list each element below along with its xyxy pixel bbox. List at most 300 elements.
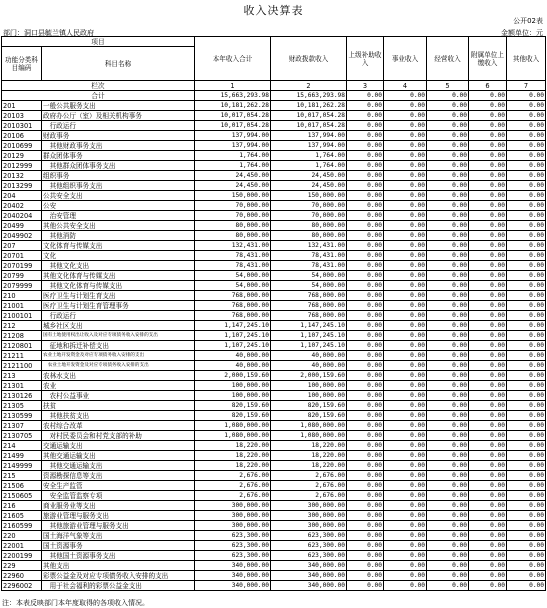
total-income-cell: 10,017,054.28 <box>195 121 271 131</box>
total-income-cell: 78,431.00 <box>195 261 271 271</box>
total-income-cell: 150,000.00 <box>195 191 271 201</box>
func-code-cell: 2160599 <box>2 521 42 531</box>
business-income-cell: 0.00 <box>384 471 427 481</box>
col-header-affiliated: 附属单位上缴收入 <box>469 37 507 81</box>
other-income-cell: 0.00 <box>507 111 546 121</box>
subject-name-cell: 公安 <box>42 201 195 211</box>
fiscal-income-cell: 768,000.00 <box>271 291 347 301</box>
superior-income-cell: 0.00 <box>347 521 384 531</box>
subject-name-cell: 扶贫 <box>42 401 195 411</box>
superior-income-cell: 0.00 <box>347 381 384 391</box>
total-income-cell: 80,000.00 <box>195 231 271 241</box>
total-income-cell: 1,147,245.10 <box>195 321 271 331</box>
table-row <box>2 321 546 331</box>
operating-income-cell: 0.00 <box>427 501 469 511</box>
fiscal-income-cell: 2,676.00 <box>271 491 347 501</box>
fiscal-income-cell: 1,147,245.10 <box>271 321 347 331</box>
table-row <box>2 571 546 581</box>
operating-income-cell: 0.00 <box>427 281 469 291</box>
affiliated-income-cell: 0.00 <box>469 521 507 531</box>
total-income-cell: 768,000.00 <box>195 291 271 301</box>
superior-income-cell: 0.00 <box>347 201 384 211</box>
superior-income-cell: 0.00 <box>347 461 384 471</box>
other-income-cell: 0.00 <box>507 161 546 171</box>
table-row <box>2 271 546 281</box>
func-code-cell: 21605 <box>2 511 42 521</box>
superior-income-cell: 0.00 <box>347 241 384 251</box>
col-num: 1 <box>195 81 271 91</box>
other-income-cell: 0.00 <box>507 141 546 151</box>
total-value: 0.00 <box>347 91 384 101</box>
table-row <box>2 201 546 211</box>
affiliated-income-cell: 0.00 <box>469 471 507 481</box>
business-income-cell: 0.00 <box>384 211 427 221</box>
other-income-cell: 0.00 <box>507 451 546 461</box>
subject-name-cell: 群众团体事务 <box>42 151 195 161</box>
operating-income-cell: 0.00 <box>427 221 469 231</box>
other-income-cell: 0.00 <box>507 211 546 221</box>
income-table <box>1 36 546 591</box>
superior-income-cell: 0.00 <box>347 331 384 341</box>
func-code-cell: 201 <box>2 101 42 111</box>
table-row <box>2 401 546 411</box>
col-num: 6 <box>469 81 507 91</box>
other-income-cell: 0.00 <box>507 361 546 371</box>
operating-income-cell: 0.00 <box>427 531 469 541</box>
business-income-cell: 0.00 <box>384 411 427 421</box>
table-row <box>2 461 546 471</box>
business-income-cell: 0.00 <box>384 531 427 541</box>
affiliated-income-cell: 0.00 <box>469 231 507 241</box>
business-income-cell: 0.00 <box>384 461 427 471</box>
table-row <box>2 261 546 271</box>
fiscal-income-cell: 10,181,262.28 <box>271 101 347 111</box>
business-income-cell: 0.00 <box>384 441 427 451</box>
operating-income-cell: 0.00 <box>427 321 469 331</box>
total-income-cell: 1,764.00 <box>195 151 271 161</box>
subject-name-cell: 医疗卫生与计划生育管理事务 <box>42 301 195 311</box>
func-code-cell: 2010699 <box>2 141 42 151</box>
other-income-cell: 0.00 <box>507 251 546 261</box>
superior-income-cell: 0.00 <box>347 541 384 551</box>
other-income-cell: 0.00 <box>507 201 546 211</box>
total-income-cell: 10,017,054.28 <box>195 111 271 121</box>
superior-income-cell: 0.00 <box>347 451 384 461</box>
fiscal-income-cell: 78,431.00 <box>271 261 347 271</box>
total-income-cell: 18,220.00 <box>195 441 271 451</box>
other-income-cell: 0.00 <box>507 171 546 181</box>
func-code-cell: 21307 <box>2 421 42 431</box>
table-row <box>2 471 546 481</box>
subject-name-cell: 农业土地开发资金及对应专项债务收入安排的支出 <box>42 351 195 361</box>
subject-name-cell: 文化体育与传媒支出 <box>42 241 195 251</box>
fiscal-income-cell: 2,000,159.60 <box>271 371 347 381</box>
func-code-cell: 2200199 <box>2 551 42 561</box>
business-income-cell: 0.00 <box>384 361 427 371</box>
table-row <box>2 331 546 341</box>
operating-income-cell: 0.00 <box>427 551 469 561</box>
business-income-cell: 0.00 <box>384 551 427 561</box>
business-income-cell: 0.00 <box>384 351 427 361</box>
func-code-cell: 2149999 <box>2 461 42 471</box>
other-income-cell: 0.00 <box>507 581 546 591</box>
business-income-cell: 0.00 <box>384 301 427 311</box>
subject-name-cell: 对村民委员会和村党支部的补助 <box>42 431 195 441</box>
fiscal-income-cell: 78,431.00 <box>271 251 347 261</box>
func-code-cell: 21208 <box>2 331 42 341</box>
business-income-cell: 0.00 <box>384 501 427 511</box>
total-value: 15,663,293.98 <box>195 91 271 101</box>
fiscal-income-cell: 1,764.00 <box>271 161 347 171</box>
other-income-cell: 0.00 <box>507 511 546 521</box>
form-code: 公开02表 <box>513 17 543 25</box>
subject-name-cell: 其他群众团体事务支出 <box>42 161 195 171</box>
total-income-cell: 54,000.00 <box>195 281 271 291</box>
affiliated-income-cell: 0.00 <box>469 191 507 201</box>
operating-income-cell: 0.00 <box>427 401 469 411</box>
other-income-cell: 0.00 <box>507 371 546 381</box>
operating-income-cell: 0.00 <box>427 271 469 281</box>
subject-name-cell: 公共安全支出 <box>42 191 195 201</box>
operating-income-cell: 0.00 <box>427 151 469 161</box>
table-row <box>2 551 546 561</box>
table-row <box>2 521 546 531</box>
func-code-cell: 229 <box>2 561 42 571</box>
total-income-cell: 70,000.00 <box>195 201 271 211</box>
table-row <box>2 361 546 371</box>
business-income-cell: 0.00 <box>384 131 427 141</box>
subject-name-cell: 用于社会福利的彩票公益金支出 <box>42 581 195 591</box>
other-income-cell: 0.00 <box>507 301 546 311</box>
affiliated-income-cell: 0.00 <box>469 361 507 371</box>
col-header-business: 事业收入 <box>384 37 427 81</box>
fiscal-income-cell: 300,000.00 <box>271 501 347 511</box>
subject-name-cell: 其他交通运输支出 <box>42 461 195 471</box>
func-code-cell: 22960 <box>2 571 42 581</box>
total-income-cell: 24,450.00 <box>195 181 271 191</box>
col-header-operating: 经营收入 <box>427 37 469 81</box>
subject-name-cell: 商业服务业等支出 <box>42 501 195 511</box>
table-row <box>2 181 546 191</box>
affiliated-income-cell: 0.00 <box>469 341 507 351</box>
table-row <box>2 171 546 181</box>
affiliated-income-cell: 0.00 <box>469 321 507 331</box>
fiscal-income-cell: 10,017,054.28 <box>271 121 347 131</box>
operating-income-cell: 0.00 <box>427 251 469 261</box>
affiliated-income-cell: 0.00 <box>469 301 507 311</box>
superior-income-cell: 0.00 <box>347 561 384 571</box>
subject-name-cell: 农业土地开发资金及对应专项债务收入安排的支出 <box>42 361 195 371</box>
business-income-cell: 0.00 <box>384 281 427 291</box>
other-income-cell: 0.00 <box>507 421 546 431</box>
affiliated-income-cell: 0.00 <box>469 461 507 471</box>
total-income-cell: 137,994.00 <box>195 141 271 151</box>
table-row <box>2 351 546 361</box>
other-income-cell: 0.00 <box>507 291 546 301</box>
other-income-cell: 0.00 <box>507 391 546 401</box>
subject-name-cell: 行政运行 <box>42 311 195 321</box>
superior-income-cell: 0.00 <box>347 231 384 241</box>
total-income-cell: 54,000.00 <box>195 271 271 281</box>
superior-income-cell: 0.00 <box>347 581 384 591</box>
affiliated-income-cell: 0.00 <box>469 581 507 591</box>
superior-income-cell: 0.00 <box>347 271 384 281</box>
superior-income-cell: 0.00 <box>347 571 384 581</box>
other-income-cell: 0.00 <box>507 521 546 531</box>
func-code-cell: 2070199 <box>2 261 42 271</box>
operating-income-cell: 0.00 <box>427 371 469 381</box>
operating-income-cell: 0.00 <box>427 421 469 431</box>
superior-income-cell: 0.00 <box>347 251 384 261</box>
business-income-cell: 0.00 <box>384 311 427 321</box>
affiliated-income-cell: 0.00 <box>469 551 507 561</box>
table-row <box>2 451 546 461</box>
func-code-cell: 20402 <box>2 201 42 211</box>
other-income-cell: 0.00 <box>507 221 546 231</box>
affiliated-income-cell: 0.00 <box>469 441 507 451</box>
business-income-cell: 0.00 <box>384 251 427 261</box>
func-code-cell: 2130705 <box>2 431 42 441</box>
total-income-cell: 10,181,262.28 <box>195 101 271 111</box>
table-row <box>2 381 546 391</box>
total-income-cell: 623,300.00 <box>195 541 271 551</box>
affiliated-income-cell: 0.00 <box>469 331 507 341</box>
total-income-cell: 768,000.00 <box>195 301 271 311</box>
table-row <box>2 371 546 381</box>
operating-income-cell: 0.00 <box>427 241 469 251</box>
col-header-other: 其他收入 <box>507 37 546 81</box>
table-row <box>2 491 546 501</box>
business-income-cell: 0.00 <box>384 511 427 521</box>
subject-name-cell: 其他扶贫支出 <box>42 411 195 421</box>
func-code-cell: 21001 <box>2 301 42 311</box>
operating-income-cell: 0.00 <box>427 171 469 181</box>
operating-income-cell: 0.00 <box>427 451 469 461</box>
fiscal-income-cell: 768,000.00 <box>271 311 347 321</box>
affiliated-income-cell: 0.00 <box>469 161 507 171</box>
superior-income-cell: 0.00 <box>347 341 384 351</box>
operating-income-cell: 0.00 <box>427 481 469 491</box>
fiscal-income-cell: 54,000.00 <box>271 271 347 281</box>
affiliated-income-cell: 0.00 <box>469 381 507 391</box>
table-row <box>2 121 546 131</box>
operating-income-cell: 0.00 <box>427 101 469 111</box>
fiscal-income-cell: 1,764.00 <box>271 151 347 161</box>
other-income-cell: 0.00 <box>507 191 546 201</box>
superior-income-cell: 0.00 <box>347 401 384 411</box>
operating-income-cell: 0.00 <box>427 331 469 341</box>
fiscal-income-cell: 80,000.00 <box>271 221 347 231</box>
superior-income-cell: 0.00 <box>347 511 384 521</box>
other-income-cell: 0.00 <box>507 471 546 481</box>
affiliated-income-cell: 0.00 <box>469 421 507 431</box>
subject-name-cell: 一般公共服务支出 <box>42 101 195 111</box>
affiliated-income-cell: 0.00 <box>469 201 507 211</box>
func-code-cell: 21211 <box>2 351 42 361</box>
affiliated-income-cell: 0.00 <box>469 411 507 421</box>
subject-name-cell: 其他消防 <box>42 231 195 241</box>
affiliated-income-cell: 0.00 <box>469 111 507 121</box>
total-income-cell: 1,080,000.00 <box>195 431 271 441</box>
other-income-cell: 0.00 <box>507 311 546 321</box>
total-income-cell: 18,220.00 <box>195 451 271 461</box>
total-income-cell: 18,220.00 <box>195 461 271 471</box>
func-code-cell: 2121100 <box>2 361 42 371</box>
superior-income-cell: 0.00 <box>347 191 384 201</box>
table-row <box>2 231 546 241</box>
subject-name-cell: 其他文化支出 <box>42 261 195 271</box>
table-row <box>2 191 546 201</box>
table-row <box>2 281 546 291</box>
other-income-cell: 0.00 <box>507 181 546 191</box>
superior-income-cell: 0.00 <box>347 471 384 481</box>
other-income-cell: 0.00 <box>507 501 546 511</box>
subject-name-cell: 国土资源事务 <box>42 541 195 551</box>
subject-name-header: 科目名称 <box>42 47 195 81</box>
table-row <box>2 341 546 351</box>
operating-income-cell: 0.00 <box>427 521 469 531</box>
func-code-cell: 20799 <box>2 271 42 281</box>
other-income-cell: 0.00 <box>507 241 546 251</box>
other-income-cell: 0.00 <box>507 271 546 281</box>
affiliated-income-cell: 0.00 <box>469 241 507 251</box>
table-row <box>2 211 546 221</box>
col-num: 4 <box>384 81 427 91</box>
table-row <box>2 241 546 251</box>
col-num: 2 <box>271 81 347 91</box>
fiscal-income-cell: 18,220.00 <box>271 441 347 451</box>
other-income-cell: 0.00 <box>507 461 546 471</box>
fiscal-income-cell: 1,107,245.10 <box>271 331 347 341</box>
business-income-cell: 0.00 <box>384 521 427 531</box>
subject-name-cell: 旅游业管理与服务支出 <box>42 511 195 521</box>
fiscal-income-cell: 24,450.00 <box>271 171 347 181</box>
affiliated-income-cell: 0.00 <box>469 121 507 131</box>
business-income-cell: 0.00 <box>384 231 427 241</box>
other-income-cell: 0.00 <box>507 481 546 491</box>
business-income-cell: 0.00 <box>384 491 427 501</box>
business-income-cell: 0.00 <box>384 401 427 411</box>
affiliated-income-cell: 0.00 <box>469 101 507 111</box>
operating-income-cell: 0.00 <box>427 111 469 121</box>
fiscal-income-cell: 300,000.00 <box>271 521 347 531</box>
superior-income-cell: 0.00 <box>347 321 384 331</box>
subject-name-cell: 其他交通运输支出 <box>42 451 195 461</box>
fiscal-income-cell: 137,994.00 <box>271 141 347 151</box>
func-code-cell: 2012999 <box>2 161 42 171</box>
fiscal-income-cell: 132,431.00 <box>271 241 347 251</box>
operating-income-cell: 0.00 <box>427 571 469 581</box>
subject-name-cell: 政府办公厅（室）及相关机构事务 <box>42 111 195 121</box>
operating-income-cell: 0.00 <box>427 181 469 191</box>
business-income-cell: 0.00 <box>384 201 427 211</box>
other-income-cell: 0.00 <box>507 491 546 501</box>
total-label: 合计 <box>2 91 195 101</box>
operating-income-cell: 0.00 <box>427 231 469 241</box>
subject-name-cell: 医疗卫生与计划生育支出 <box>42 291 195 301</box>
fiscal-income-cell: 70,000.00 <box>271 201 347 211</box>
business-income-cell: 0.00 <box>384 391 427 401</box>
business-income-cell: 0.00 <box>384 481 427 491</box>
superior-income-cell: 0.00 <box>347 151 384 161</box>
fiscal-income-cell: 2,676.00 <box>271 481 347 491</box>
affiliated-income-cell: 0.00 <box>469 211 507 221</box>
total-value: 15,663,293.98 <box>271 91 347 101</box>
business-income-cell: 0.00 <box>384 421 427 431</box>
fiscal-income-cell: 18,220.00 <box>271 461 347 471</box>
affiliated-income-cell: 0.00 <box>469 561 507 571</box>
table-row <box>2 151 546 161</box>
col-num: 5 <box>427 81 469 91</box>
func-code-cell: 21305 <box>2 401 42 411</box>
superior-income-cell: 0.00 <box>347 111 384 121</box>
business-income-cell: 0.00 <box>384 171 427 181</box>
affiliated-income-cell: 0.00 <box>469 391 507 401</box>
fiscal-income-cell: 820,159.60 <box>271 411 347 421</box>
total-income-cell: 340,000.00 <box>195 561 271 571</box>
total-income-cell: 40,000.00 <box>195 351 271 361</box>
lanci-label: 栏次 <box>2 81 195 91</box>
other-income-cell: 0.00 <box>507 151 546 161</box>
table-row <box>2 221 546 231</box>
total-income-cell: 2,676.00 <box>195 471 271 481</box>
business-income-cell: 0.00 <box>384 541 427 551</box>
fiscal-income-cell: 1,107,245.10 <box>271 341 347 351</box>
business-income-cell: 0.00 <box>384 561 427 571</box>
affiliated-income-cell: 0.00 <box>469 571 507 581</box>
total-income-cell: 2,000,159.60 <box>195 371 271 381</box>
superior-income-cell: 0.00 <box>347 261 384 271</box>
subject-name-cell: 其他支出 <box>42 561 195 571</box>
other-income-cell: 0.00 <box>507 341 546 351</box>
other-income-cell: 0.00 <box>507 261 546 271</box>
operating-income-cell: 0.00 <box>427 291 469 301</box>
subject-name-cell: 安全监管监察专项 <box>42 491 195 501</box>
total-income-cell: 300,000.00 <box>195 511 271 521</box>
table-row <box>2 101 546 111</box>
func-code-cell: 215 <box>2 471 42 481</box>
affiliated-income-cell: 0.00 <box>469 501 507 511</box>
table-row <box>2 481 546 491</box>
other-income-cell: 0.00 <box>507 381 546 391</box>
subject-name-cell: 农村综合改革 <box>42 421 195 431</box>
subject-name-cell: 安全生产监管 <box>42 481 195 491</box>
total-value: 0.00 <box>427 91 469 101</box>
func-code-cell: 2150605 <box>2 491 42 501</box>
affiliated-income-cell: 0.00 <box>469 531 507 541</box>
superior-income-cell: 0.00 <box>347 221 384 231</box>
superior-income-cell: 0.00 <box>347 131 384 141</box>
func-code-cell: 20701 <box>2 251 42 261</box>
superior-income-cell: 0.00 <box>347 121 384 131</box>
subject-name-cell: 农业 <box>42 381 195 391</box>
affiliated-income-cell: 0.00 <box>469 351 507 361</box>
other-income-cell: 0.00 <box>507 321 546 331</box>
affiliated-income-cell: 0.00 <box>469 131 507 141</box>
superior-income-cell: 0.00 <box>347 161 384 171</box>
func-code-cell: 2010301 <box>2 121 42 131</box>
fiscal-income-cell: 100,000.00 <box>271 381 347 391</box>
subject-name-cell: 国土海洋气象等支出 <box>42 531 195 541</box>
affiliated-income-cell: 0.00 <box>469 151 507 161</box>
func-code-cell: 2296002 <box>2 581 42 591</box>
subject-name-cell: 其他文化体育与传媒支出 <box>42 281 195 291</box>
affiliated-income-cell: 0.00 <box>469 221 507 231</box>
operating-income-cell: 0.00 <box>427 441 469 451</box>
table-row <box>2 161 546 171</box>
func-code-cell: 2049902 <box>2 231 42 241</box>
table-row <box>2 531 546 541</box>
